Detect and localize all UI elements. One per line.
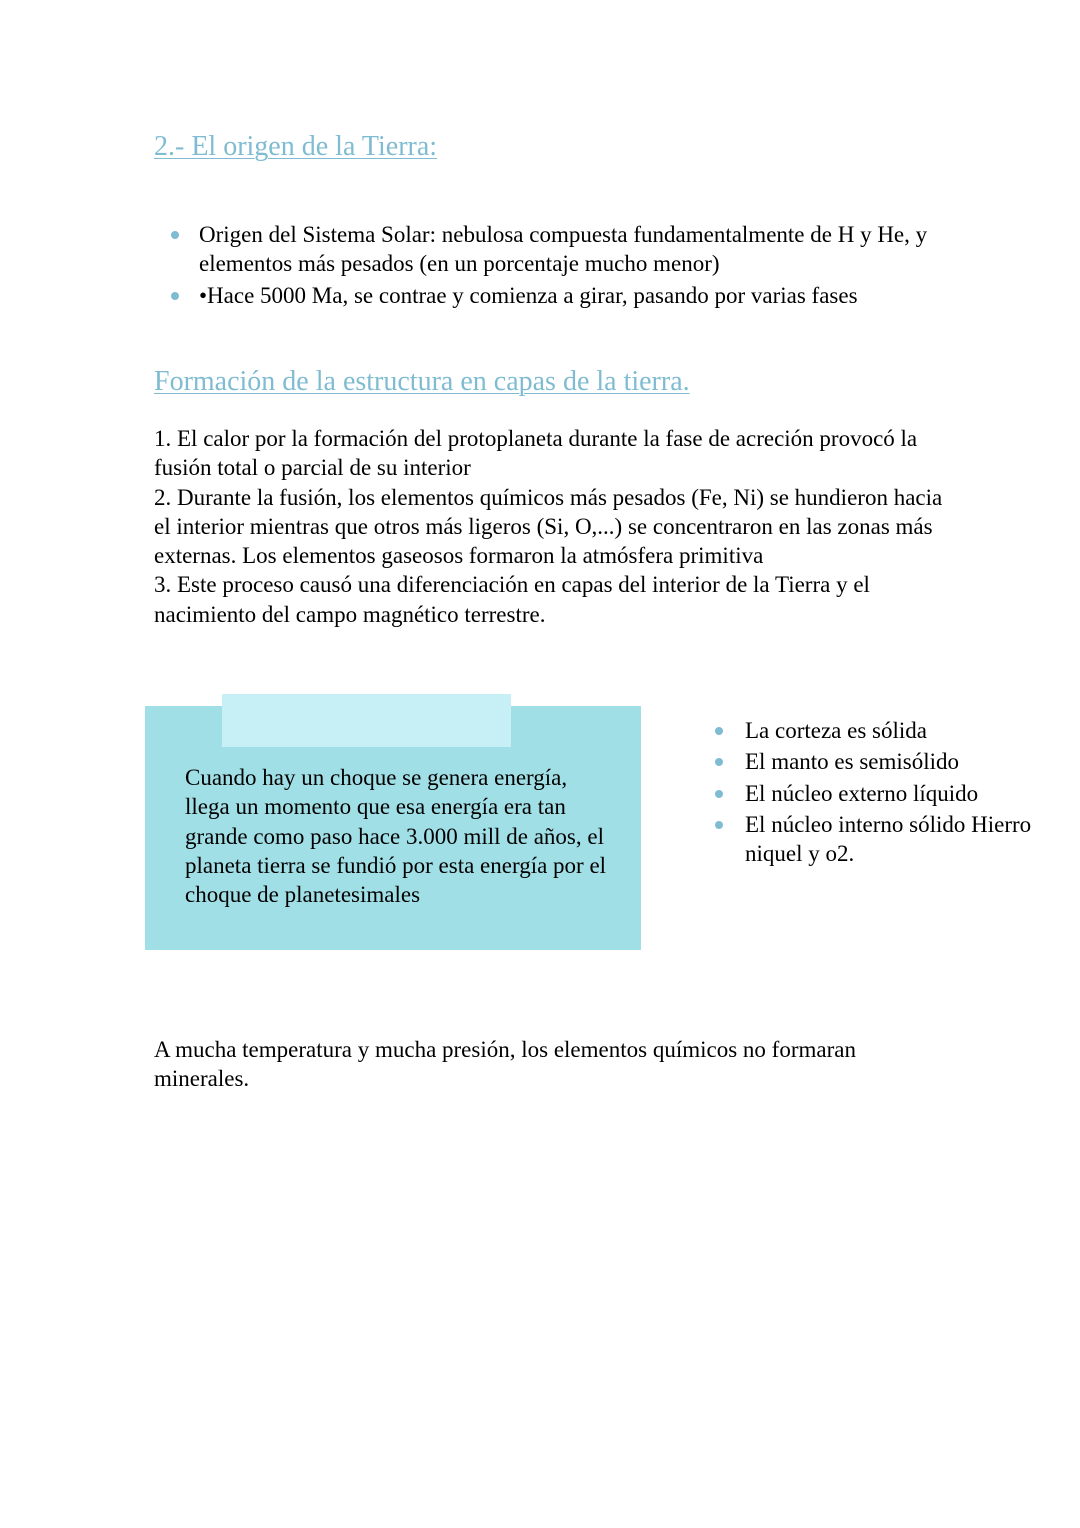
callout-tab-decoration xyxy=(222,694,511,747)
step-paragraph: 3. Este proceso causó una diferenciación en capas del interior de la Tierra y el nacimiento del campo magnético terrestre. xyxy=(154,572,870,627)
section-heading-origin: 2.- El origen de la Tierra: xyxy=(154,131,438,162)
section-heading-layers: Formación de la estructura en capas de la tierra. xyxy=(154,366,690,397)
bullet-text: El núcleo interno sólido Hierro niquel y o2. xyxy=(745,811,1032,867)
bullet-text: •Hace 5000 Ma, se contrae y comienza a girar, pasando por varias fases xyxy=(199,282,858,308)
bullet-dot-icon xyxy=(715,727,723,735)
bullet-text: La corteza es sólida xyxy=(745,718,927,743)
list-item xyxy=(199,281,959,310)
list-item xyxy=(745,716,1045,745)
bullet-text: Origen del Sistema Solar: nebulosa compuesta fundamentalmente de H y He, y elementos más pesados (en un porcentaje mucho menor) xyxy=(199,222,928,277)
bullet-dot-icon xyxy=(171,231,179,239)
list-item xyxy=(745,810,1045,869)
callout-text: Cuando hay un choque se genera energía, llega un momento que esa energía era tan grande como paso hace 3.000 mill de años, el planeta tierra se fundió por esta energía por el choque de planetesimales xyxy=(185,765,607,908)
step-paragraph: 2. Durante la fusión, los elementos químicos más pesados (Fe, Ni) se hundieron hacia el interior mientras que otros más ligeros (Si, O,...) se concentraron en las zonas más externas. Los elementos gaseosos formaron la atmósfera primitiva xyxy=(154,484,943,569)
bullet-dot-icon xyxy=(715,821,723,829)
bullet-text: El manto es semisólido xyxy=(745,749,960,775)
bullet-dot-icon xyxy=(715,758,723,766)
bullet-dot-icon xyxy=(171,292,179,300)
list-item xyxy=(745,747,1045,776)
step-paragraph: 1. El calor por la formación del protoplaneta durante la fase de acreción provocó la fusión total o parcial de su interior xyxy=(154,426,918,481)
earth-layers-list xyxy=(745,716,1045,868)
origin-bullet-list xyxy=(199,220,959,310)
formation-steps xyxy=(154,424,944,629)
conclusion-paragraph: A mucha temperatura y mucha presión, los elementos químicos no formaran minerales. xyxy=(154,1037,856,1092)
bullet-dot-icon xyxy=(715,790,723,798)
list-item xyxy=(199,220,959,279)
list-item xyxy=(745,779,1045,808)
bullet-text: El núcleo externo líquido xyxy=(745,780,979,806)
